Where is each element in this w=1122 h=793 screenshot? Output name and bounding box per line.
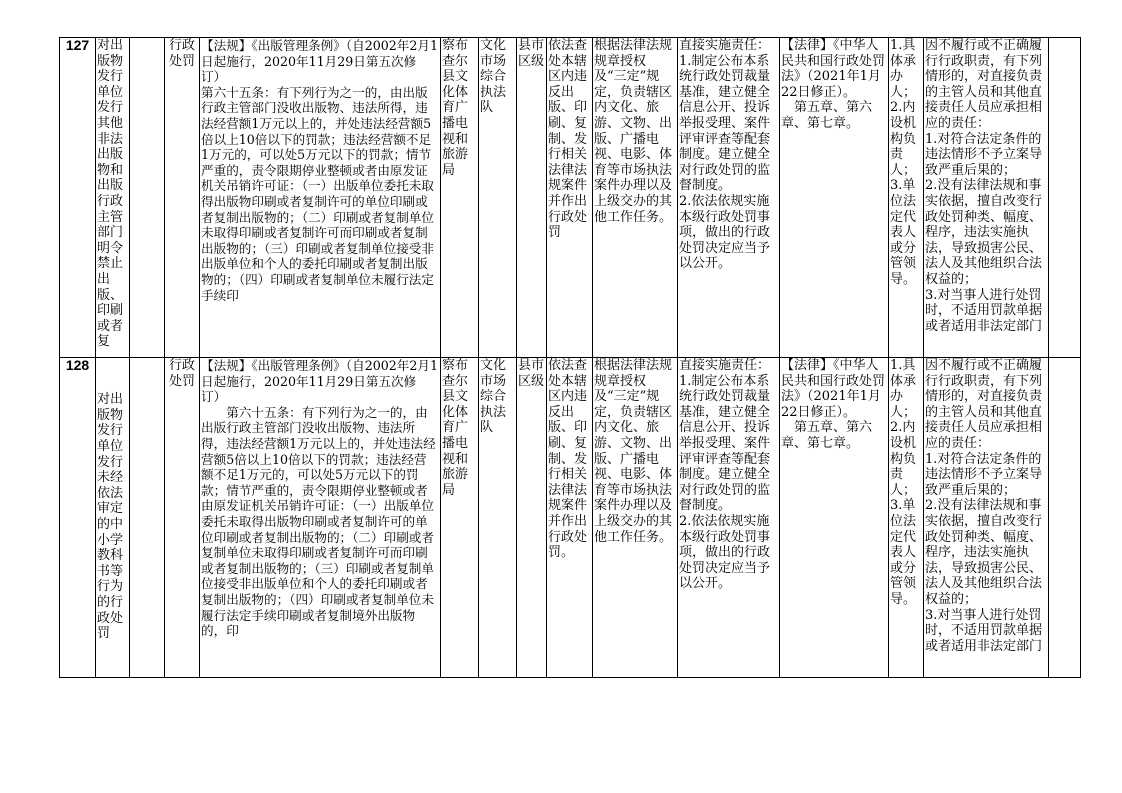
- responsible-subject-cell: 1.具体承办人； 2.内设机构负责人； 3.单位法定代表人或分管领导。: [889, 38, 924, 358]
- table-row: [60, 358, 1081, 678]
- sub-item-cell: [130, 38, 165, 358]
- category-cell: 行政处罚: [165, 38, 200, 358]
- item-name-cell: 对出版物发行单位发行未经依法审定的中小学教科书等行为的行政处罚: [96, 358, 130, 678]
- accountability-cell: 因不履行或不正确履行行政职责，有下列情形的，对直接负责的主管人员和其他直接责任人员应承担相应的责任： 1.对符合法定条件的违法情形不予立案导致严重后果的； 2.没有法律法规和事实依据，擅自改变行政处罚种类、幅度、程序，违法实施执法，导致损害公民、法人及其他组织合法权益的； 3.对当事人进行处罚时，不适用罚款单据或者适用非法定部门: [924, 358, 1049, 678]
- department-cell: 察布查尔县文化体育广播电视和旅游局: [441, 358, 479, 678]
- content-cell: 依法查处本辖区内违反出版、印刷、复制、发行相关法律法规案件并作出行政处罚。: [547, 358, 593, 678]
- content-cell: 依法查处本辖区内违反出版、印刷、复制、发行相关法律法规案件并作出行政处罚: [547, 38, 593, 358]
- level-cell: 县市区级: [517, 358, 547, 678]
- table-row: [60, 38, 1081, 358]
- legal-basis-cell: 【法律】《中华人民共和国行政处罚法》（2021年1月22日修正）。 第五章、第六章、第七章。: [780, 358, 889, 678]
- basis-cell: 【法规】《出版管理条例》（自2002年2月1日起施行，2020年11月29日第五次修订） 第六十五条：有下列行为之一的，由出版行政主管部门没收出版物、违法所得，违法经营额1万元以上的，并处违法经营额5倍以上10倍以下的罚款；违法经营额不足1万元的，可以处5万元以下的罚款；情节严重的，责令限期停业整顿或者由原发证机关吊销许可证：（一）出版单位委托未取得出版物印刷或者复制许可的单位印刷或者复制出版物的；（二）印刷或者复制单位未取得印刷或者复制许可而印刷或者复制出版物的；（三）印刷或者复制单位接受非出版单位和个人的委托印刷或者复制出版物的；（四）印刷或者复制单位未履行法定手续印: [200, 38, 441, 358]
- sub-item-cell: [130, 358, 165, 678]
- enforcement-cell: 文化市场综合执法队: [479, 358, 517, 678]
- category-cell: 行政处罚: [165, 358, 200, 678]
- remark-cell: [1049, 38, 1081, 358]
- legal-basis-cell: 【法律】《中华人民共和国行政处罚法》（2021年1月22日修正）。 第五章、第六章、第七章。: [780, 38, 889, 358]
- duty-scope-cell: 根据法律法规规章授权及“三定”规定，负责辖区内文化、旅游、文物、出版、广播电视、电影、体育等市场执法案件办理以及上级交办的其他工作任务。: [593, 38, 678, 358]
- power-list-table: [59, 37, 1081, 678]
- basis-cell: 【法规】《出版管理条例》（自2002年2月1日起施行，2020年11月29日第五次修订） 第六十五条：有下列行为之一的，由出版行政主管部门没收出版物、违法所得，违法经营额1万元以上的，并处违法经营额5倍以上10倍以下的罚款；违法经营额不足1万元的，可以处5万元以下的罚款；情节严重的，责令限期停业整顿或者由原发证机关吊销许可证：（一）出版单位委托未取得出版物印刷或者复制许可的单位印刷或者复制出版物的；（二）印刷或者复制单位未取得印刷或者复制许可而印刷或者复制出版物的；（三）印刷或者复制单位接受非出版单位和个人的委托印刷或者复制出版物的；（四）印刷或者复制单位未履行法定手续印刷或者复制境外出版物的，印: [200, 358, 441, 678]
- level-cell: 县市区级: [517, 38, 547, 358]
- item-name-cell: 对出版物发行单位发行其他非法出版物和出版行政主管部门明令禁止出版、印刷或者复: [96, 38, 130, 358]
- responsibility-cell: 直接实施责任： 1.制定公布本系统行政处罚裁量基准，建立健全信息公开、投诉举报受理、案件评审评查等配套制度。建立健全对行政处罚的监督制度。 2.依法依规实施本级行政处罚事项，做出的行政处罚决定应当予以公开。: [678, 38, 780, 358]
- remark-cell: [1049, 358, 1081, 678]
- duty-scope-cell: 根据法律法规规章授权及“三定”规定，负责辖区内文化、旅游、文物、出版、广播电视、电影、体育等市场执法案件办理以及上级交办的其他工作任务。: [593, 358, 678, 678]
- row-number: 127: [60, 38, 96, 358]
- department-cell: 察布查尔县文化体育广播电视和旅游局: [441, 38, 479, 358]
- responsible-subject-cell: 1.具体承办人； 2.内设机构负责人； 3.单位法定代表人或分管领导。: [889, 358, 924, 678]
- accountability-cell: 因不履行或不正确履行行政职责，有下列情形的，对直接负责的主管人员和其他直接责任人员应承担相应的责任： 1.对符合法定条件的违法情形不予立案导致严重后果的； 2.没有法律法规和事实依据，擅自改变行政处罚种类、幅度、程序，违法实施执法，导致损害公民、法人及其他组织合法权益的； 3.对当事人进行处罚时，不适用罚款单据或者适用非法定部门: [924, 38, 1049, 358]
- enforcement-cell: 文化市场综合执法队: [479, 38, 517, 358]
- row-number: 128: [60, 358, 96, 678]
- responsibility-cell: 直接实施责任： 1.制定公布本系统行政处罚裁量基准，建立健全信息公开、投诉举报受理、案件评审评查等配套制度。建立健全对行政处罚的监督制度。 2.依法依规实施本级行政处罚事项，做出的行政处罚决定应当予以公开。: [678, 358, 780, 678]
